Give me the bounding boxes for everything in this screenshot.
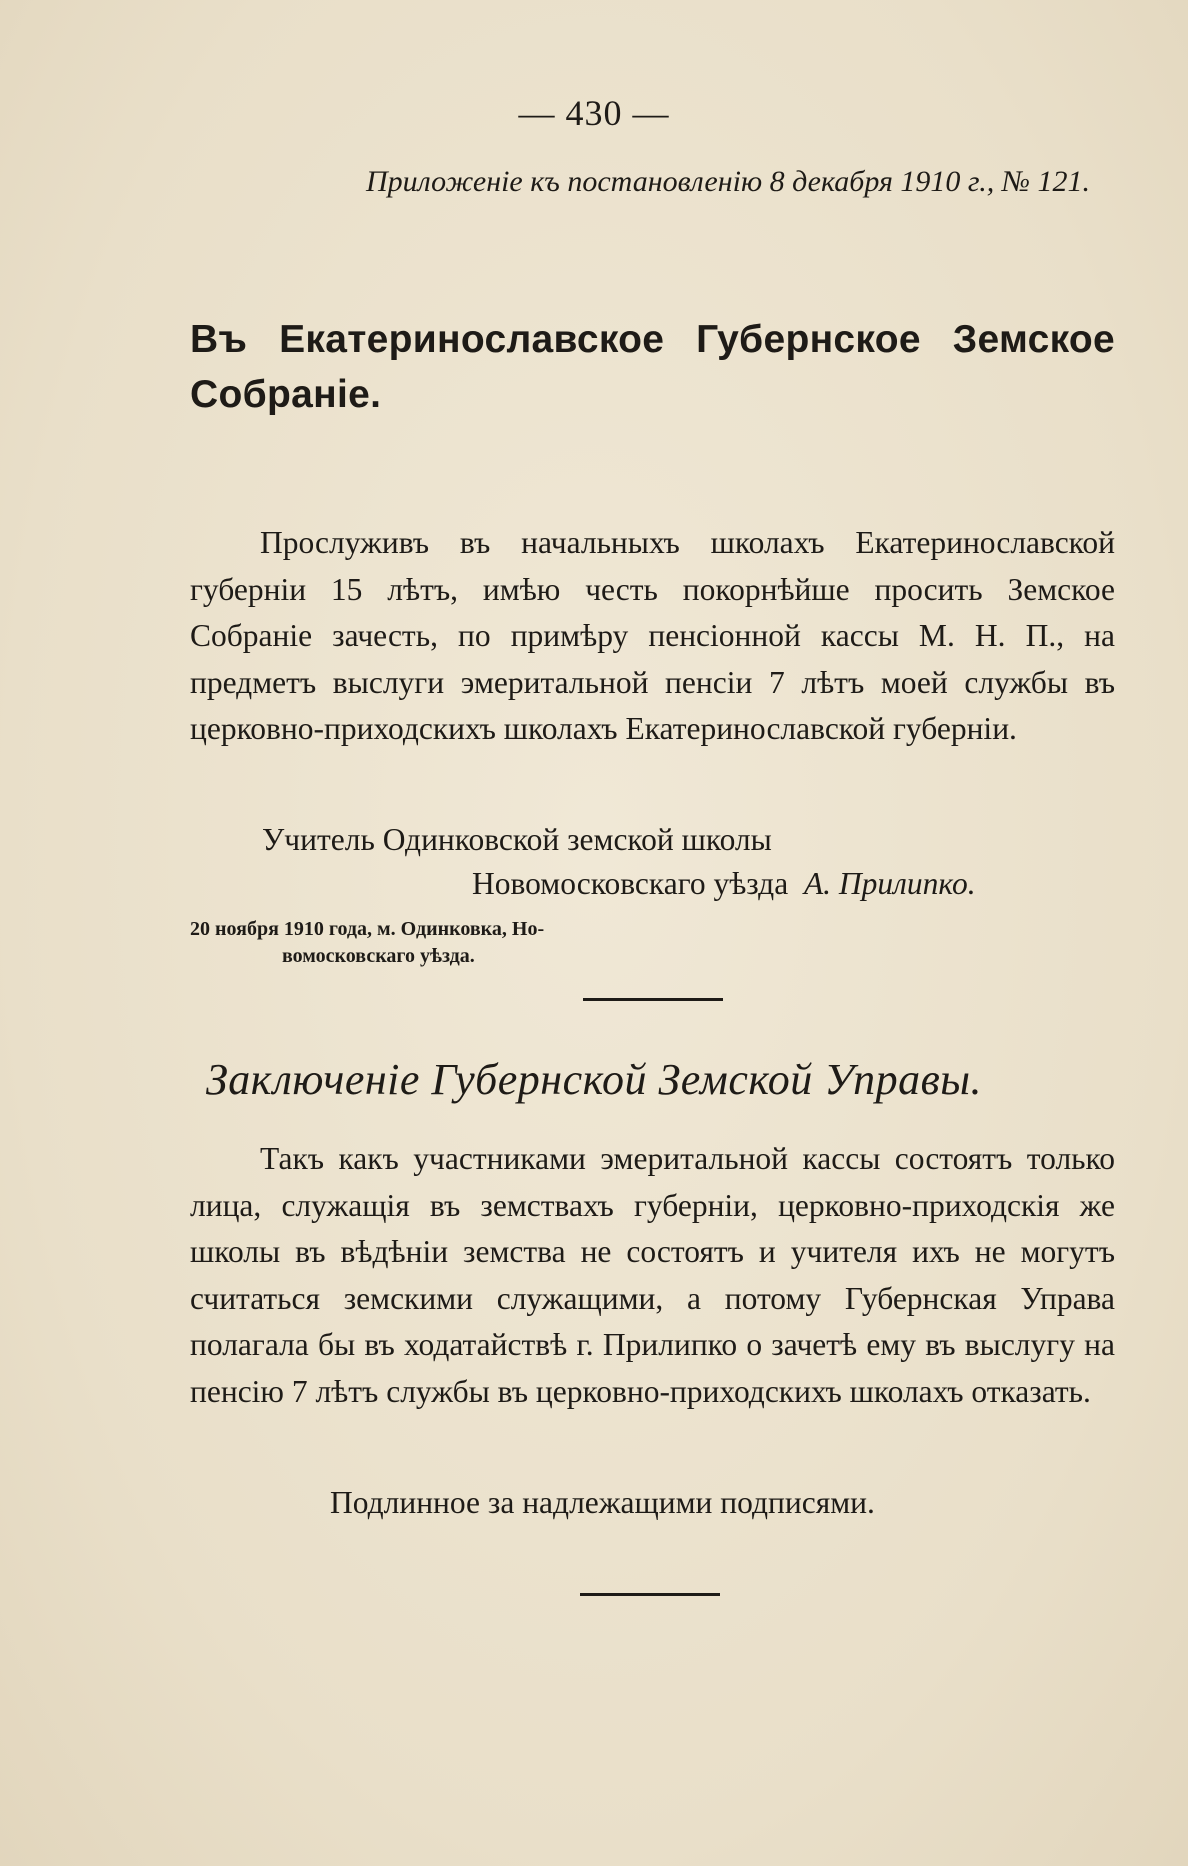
conclusion-title: Заключеніе Губернской Земской Управы. (205, 1055, 983, 1104)
appendix-note: Приложеніе къ постановленію 8 декабря 1910 г., № 121. (366, 165, 1090, 198)
closing-note: Подлинное за надлежащими подписями. (330, 1485, 875, 1520)
page-number: — 430 — (518, 93, 670, 133)
date-place (190, 916, 544, 970)
date-place-line-1: 20 ноября 1910 года, м. Одинковка, Но- (190, 918, 545, 940)
signature-name: А. Прилипко. (803, 866, 976, 901)
signature-line-1: Учитель Одинковской земской школы (262, 822, 772, 857)
date-place-line-2: вомосковскаго уѣзда. (282, 945, 475, 967)
conclusion-paragraph (190, 1136, 1115, 1415)
signature-line-2 (472, 866, 976, 902)
section-divider (583, 998, 723, 1001)
addressee-heading: Въ Екатеринославское Губернское Земское Собраніе. (190, 318, 1115, 416)
petition-text: Прослуживъ въ начальныхъ школахъ Екатеринославской губерніи 15 лѣтъ, имѣю честь покорнѣйше просить Земское Собраніе зачесть, по примѣру пенсіонной кассы М. Н. П., на предметъ выслуги эмеритальной пенсіи 7 лѣтъ моей службы въ церковно-приходскихъ школахъ Екатеринославской губерніи. (190, 525, 1115, 746)
petition-paragraph (190, 520, 1115, 753)
end-divider (580, 1593, 720, 1596)
signature-district: Новомосковскаго уѣзда (472, 866, 789, 901)
conclusion-text: Такъ какъ участниками эмеритальной кассы состоятъ только лица, служащія въ земствахъ губерніи, церковно-приходскія же школы въ вѣдѣніи земства не состоятъ и учителя ихъ не могутъ считаться земскими служащими, а потому Губернская Управа полагала бы въ ходатайствѣ г. Прилипко о зачетѣ ему въ выслугу на пенсію 7 лѣтъ службы въ церковно-приходскихъ школахъ отказать. (190, 1141, 1115, 1409)
